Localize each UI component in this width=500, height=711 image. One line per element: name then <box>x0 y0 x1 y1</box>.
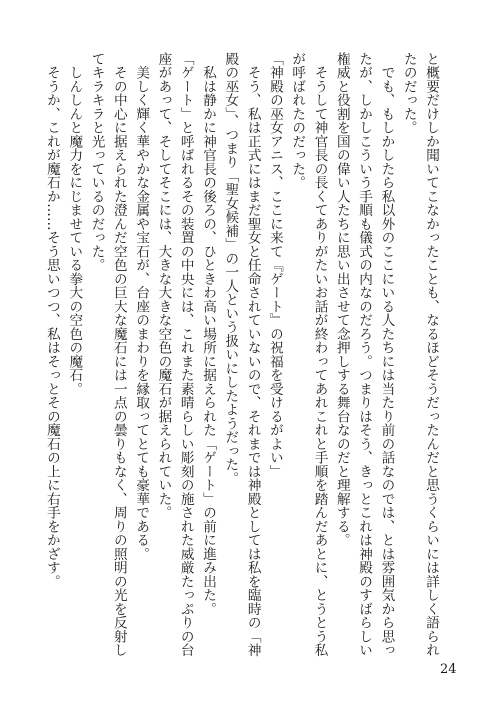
text-line: てキラキラと光っているのだった。 <box>88 52 105 272</box>
vertical-text-body <box>43 52 442 657</box>
text-line: 「神殿の巫女アニス、ここに来て『ゲート』の祝福を受けるがよい」 <box>266 52 283 479</box>
text-line: たのだった。 <box>400 52 417 135</box>
text-line: そうして神官長の長くてありがたいお話が終わってあれこれと手順を踏んだあとに、とうとう私 <box>311 52 328 657</box>
text-line: そう、私は正式にはまだ聖女と任命されていないので、それまでは神殿としては私を臨時の「神 <box>244 52 261 657</box>
text-line: が呼ばれたのだった。 <box>289 52 306 190</box>
text-line: しんしんと魔力をにじませている拳大の空色の魔石。 <box>66 52 83 396</box>
page-number: 24 <box>440 662 457 677</box>
text-line: たが、しかしこういう手順も儀式の内なのだろう。つまりはそう、きっとこれは神殿のすばらしい <box>356 52 373 657</box>
text-line: と概要だけしか聞いてこなかったことも、なるほどそうだったんだと思うくらいには詳しく語られ <box>423 52 439 657</box>
text-line: 私は静かに神官長の後ろの、ひときわ高い場所に据えられた「ゲート」の前に進み出た。 <box>200 52 217 616</box>
text-line: 座があって、そしてそこには、大きな大きな空色の魔石が据えられていた。 <box>155 52 172 520</box>
text-line: その中心に据えられた澄んだ空色の巨大な魔石には一点の曇りもなく、周りの照明の光を反射し <box>110 52 127 657</box>
text-line: 美しく輝く華やかな金属や宝石が、台座のまわりを縁取ってとても豪華である。 <box>133 52 150 561</box>
text-line: 殿の巫女」、つまり「聖女候補」の一人という扱いにしたようだった。 <box>222 52 239 486</box>
text-line: でも、もしかしたら私以外のここにいる人たちには当たり前の話なのでは、とは雰囲気から思っ <box>378 52 395 657</box>
text-line: 「ゲート」と呼ばれるその装置の中央には、これまた素晴らしい彫刻の施された威厳たっぷりの台 <box>177 52 194 657</box>
text-line: そうか、これが魔石か……そう思いつつ、私はそっとその魔石の上に右手をかざす。 <box>43 52 60 589</box>
text-line: 権威と役割を国の偉い人たちに思い出させて念押しする舞台なのだと理解する。 <box>333 52 350 547</box>
